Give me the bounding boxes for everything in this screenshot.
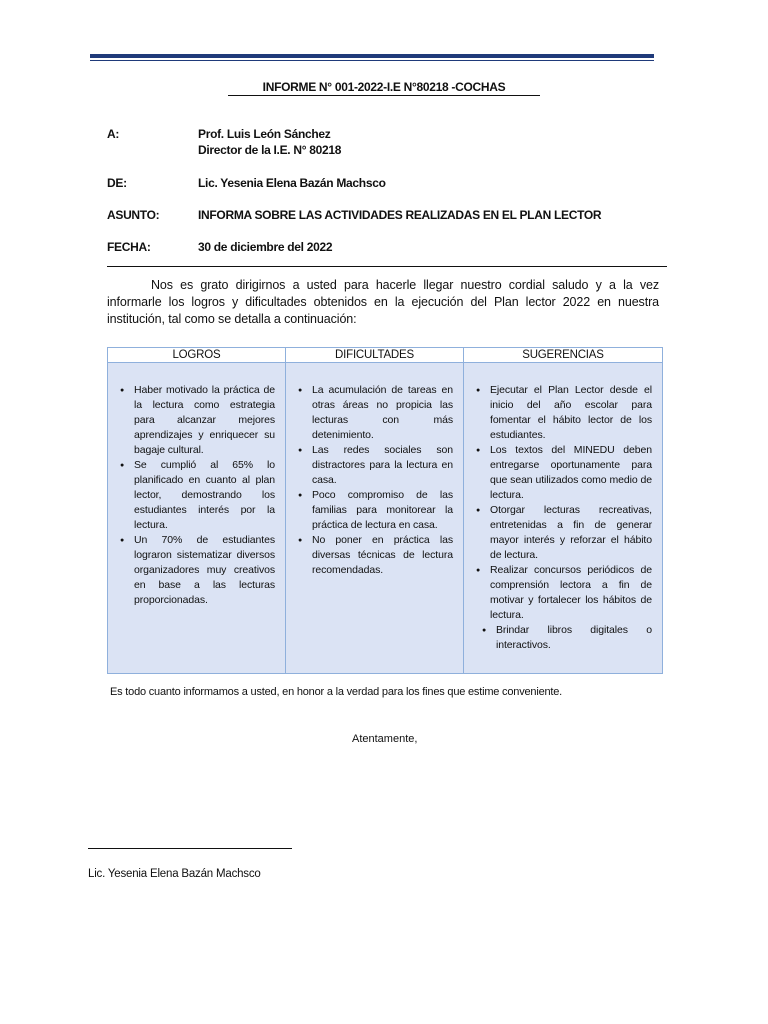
intro-text: Nos es grato dirigirnos a usted para hacerle llegar nuestro cordial saludo y a la vez informarle los logros y dificultades obtenidos en la ejecución del Plan lector 2022 en nuestra institución, tal como se detalla a continuación: [107,278,659,326]
from-name: Lic. Yesenia Elena Bazán Machsco [198,176,386,190]
logros-item: ● Un 70% de estudiantes lograron sistematizar diversos organizadores muy creativos en base a las lecturas proporcionadas. [120,533,275,608]
to-name: Prof. Luis León Sánchez [198,127,331,141]
top-border-thick [90,54,654,58]
sugerencias-item: ● Brindar libros digitales o interactivos. [482,623,652,653]
sugerencias-cell [464,363,663,674]
to-role: Director de la I.E. N° 80218 [198,143,342,157]
header-dificultades: DIFICULTADES [286,348,464,363]
header-divider [107,266,667,267]
top-border-thin [90,60,654,61]
intro-paragraph [107,277,659,328]
date-label: FECHA: [107,240,151,254]
sugerencias-item: ● Los textos del MINEDU deben entregarse oportunamente para que sean utilizados como medio de lectura. [476,443,652,503]
header-logros: LOGROS [108,348,286,363]
activities-table [107,347,663,674]
dificultades-item: ● Poco compromiso de las familias para monitorear la práctica de lectura en casa. [298,488,453,533]
signature-line [88,848,292,849]
header-sugerencias: SUGERENCIAS [464,348,663,363]
from-label: DE: [107,176,127,190]
closing-statement: Es todo cuanto informamos a usted, en honor a la verdad para los fines que estime conveniente. [110,686,563,698]
logros-item: ● Se cumplió al 65% lo planificado en cuanto al plan lector, demostrando los estudiantes interés por la lectura. [120,458,275,533]
document-title: INFORME N° 001-2022-I.E N°80218 -COCHAS [228,80,540,96]
date-text: 30 de diciembre del 2022 [198,240,333,254]
to-label: A: [107,127,120,141]
sugerencias-item: ● Realizar concursos periódicos de comprensión lectora a fin de motivar y fortalecer los hábitos de lectura. [476,563,652,623]
dificultades-cell [286,363,464,674]
sugerencias-item: ● Otorgar lecturas recreativas, entretenidas a fin de generar mayor interés y reforzar el hábito de lectura. [476,503,652,563]
dificultades-item: ● No poner en práctica las diversas técnicas de lectura recomendadas. [298,533,453,578]
subject-text: INFORMA SOBRE LAS ACTIVIDADES REALIZADAS EN EL PLAN LECTOR [198,208,602,222]
logros-cell [108,363,286,674]
logros-item: ● Haber motivado la práctica de la lectura como estrategia para alcanzar mejores aprendizajes y enriquecer su bagaje cultural. [120,383,275,458]
regards-text: Atentamente, [352,733,418,745]
signer-name: Lic. Yesenia Elena Bazán Machsco [88,868,261,880]
sugerencias-item: ● Ejecutar el Plan Lector desde el inicio del año escolar para fomentar el hábito lector de los estudiantes. [476,383,652,443]
dificultades-item: ● Las redes sociales son distractores para la lectura en casa. [298,443,453,488]
dificultades-item: ● La acumulación de tareas en otras áreas no propicia las lecturas con más detenimiento. [298,383,453,443]
subject-label: ASUNTO: [107,208,160,222]
